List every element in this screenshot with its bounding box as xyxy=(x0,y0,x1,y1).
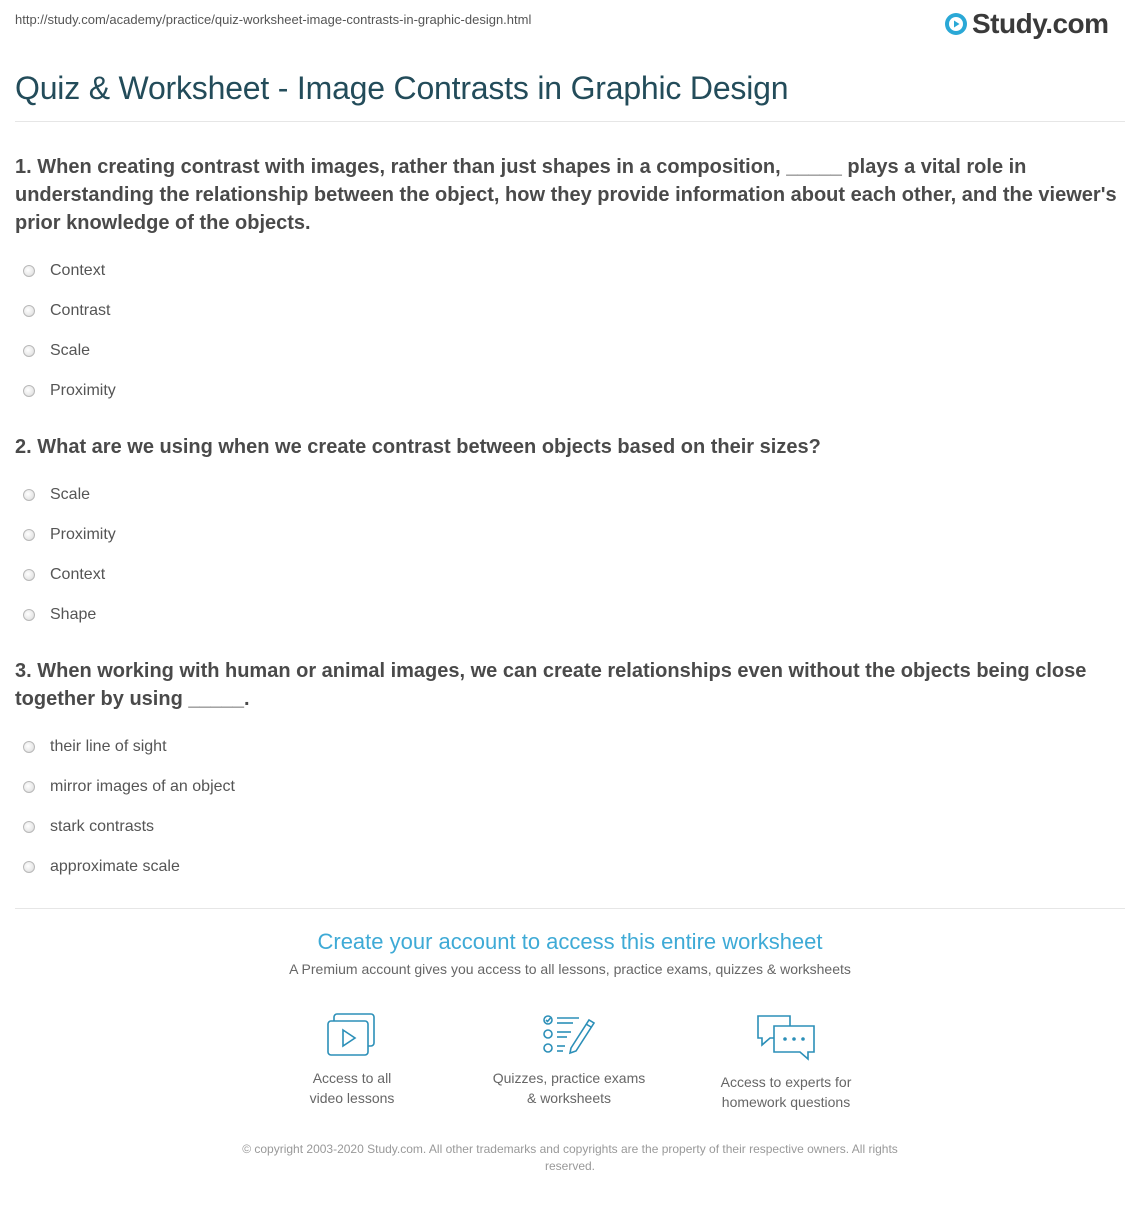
answer-option[interactable] xyxy=(15,807,1125,847)
radio-button[interactable] xyxy=(23,489,35,501)
feature-experts xyxy=(686,1012,886,1112)
answer-option[interactable] xyxy=(15,767,1125,807)
answer-option[interactable] xyxy=(15,515,1125,555)
radio-button[interactable] xyxy=(23,609,35,621)
page-title: Quiz & Worksheet - Image Contrasts in Graphic Design xyxy=(15,70,789,106)
answer-option[interactable] xyxy=(15,475,1125,515)
radio-button[interactable] xyxy=(23,345,35,357)
feature-label: homework questions xyxy=(721,1094,851,1110)
page-url: http://study.com/academy/practice/quiz-worksheet-image-contrasts-in-graphic-design.html xyxy=(15,12,532,27)
feature-label: & worksheets xyxy=(526,1090,612,1106)
answer-option[interactable] xyxy=(15,291,1125,331)
answer-option[interactable] xyxy=(15,555,1125,595)
answer-label: Contrast xyxy=(50,302,111,319)
answer-option[interactable] xyxy=(15,595,1125,635)
answer-label: mirror images of an object xyxy=(50,778,235,795)
answer-option[interactable] xyxy=(15,727,1125,767)
radio-button[interactable] xyxy=(23,385,35,397)
copyright-notice: © copyright 2003-2020 Study.com. All other trademarks and copyrights are the property of their respective owners. All rights reserved. xyxy=(242,1142,898,1173)
answer-option[interactable] xyxy=(15,371,1125,411)
feature-video-lessons xyxy=(252,1012,452,1108)
question-3 xyxy=(15,657,1125,887)
radio-button[interactable] xyxy=(23,781,35,793)
radio-button[interactable] xyxy=(23,305,35,317)
quiz-worksheet-icon xyxy=(541,1012,597,1058)
answer-label: Proximity xyxy=(50,382,116,399)
premium-description: A Premium account gives you access to all lessons, practice exams, quizzes & worksheets xyxy=(289,961,851,977)
feature-label: video lessons xyxy=(309,1090,395,1106)
study-play-logo-icon xyxy=(944,12,968,36)
question-text: 3. When working with human or animal images, we can create relationships even without the objects being close together by using _____. xyxy=(15,660,1087,710)
answer-list xyxy=(15,475,1125,635)
divider xyxy=(15,908,1125,909)
answer-label: Scale xyxy=(50,342,91,359)
video-lesson-icon xyxy=(326,1012,378,1058)
answer-option[interactable] xyxy=(15,331,1125,371)
logo-text: Study.com xyxy=(972,8,1109,39)
radio-button[interactable] xyxy=(23,265,35,277)
answer-label: Context xyxy=(50,262,106,279)
answer-list xyxy=(15,727,1125,887)
question-1 xyxy=(15,153,1125,411)
answer-label: their line of sight xyxy=(50,738,167,755)
feature-label: Access to all xyxy=(312,1070,392,1086)
answer-label: Context xyxy=(50,566,106,583)
question-text: 2. What are we using when we create contrast between objects based on their sizes? xyxy=(15,436,821,458)
divider xyxy=(15,121,1125,122)
answer-label: Shape xyxy=(50,606,97,623)
answer-label: stark contrasts xyxy=(50,818,155,835)
question-text: 1. When creating contrast with images, rather than just shapes in a composition, _____ plays a vital role in understanding the relationship between the object, how they provide information about each other, and the viewer's prior knowledge of the objects. xyxy=(15,156,1117,234)
radio-button[interactable] xyxy=(23,821,35,833)
answer-option[interactable] xyxy=(15,847,1125,887)
radio-button[interactable] xyxy=(23,741,35,753)
answer-label: Proximity xyxy=(50,526,116,543)
create-account-link[interactable]: Create your account to access this entire worksheet xyxy=(317,929,823,954)
radio-button[interactable] xyxy=(23,569,35,581)
answer-label: approximate scale xyxy=(50,858,180,875)
study-logo[interactable] xyxy=(944,6,1109,42)
radio-button[interactable] xyxy=(23,529,35,541)
expert-chat-icon xyxy=(754,1012,818,1062)
feature-label: Access to experts for xyxy=(720,1074,852,1090)
answer-option[interactable] xyxy=(15,251,1125,291)
answer-label: Scale xyxy=(50,486,91,503)
question-2 xyxy=(15,433,1125,635)
feature-quizzes xyxy=(469,1012,669,1108)
feature-label: Quizzes, practice exams xyxy=(492,1070,646,1086)
radio-button[interactable] xyxy=(23,861,35,873)
answer-list xyxy=(15,251,1125,411)
